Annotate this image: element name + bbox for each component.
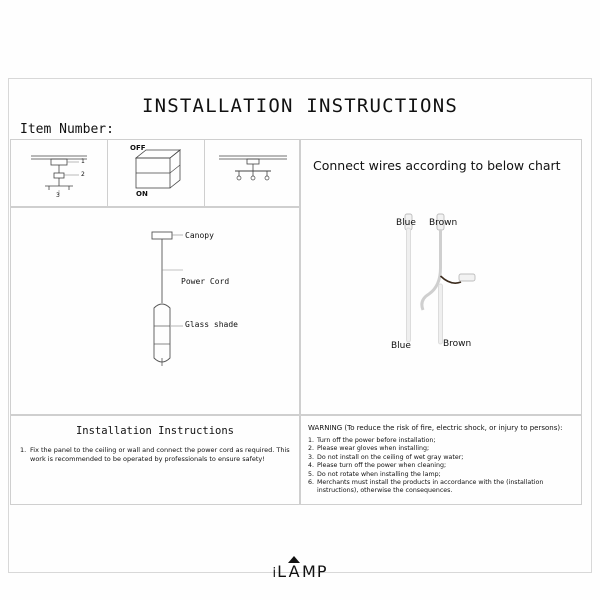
list-item-text: Please wear gloves when installing;	[317, 445, 430, 453]
thumbnail-strip	[10, 139, 300, 207]
callout-1-label: 1	[81, 158, 85, 165]
thumbnail-parts-diagram	[11, 140, 108, 206]
switch-off-label: OFF	[130, 144, 146, 152]
power-cord-label: Power Cord	[181, 277, 230, 286]
wiring-brown-bottom-label: Brown	[443, 339, 472, 349]
warning-list	[308, 437, 580, 496]
brand-logo	[273, 562, 328, 581]
installation-instructions-list	[20, 446, 292, 464]
footer	[0, 562, 600, 581]
brand-logo-l: L	[277, 562, 288, 581]
switch-on-label: ON	[136, 190, 148, 198]
switch-diagram-drawing	[108, 140, 204, 206]
list-item-text: Fix the panel to the ceiling or wall and connect the power cord as required. This work is recommended to be operated by professionals to ensure safety!	[30, 446, 290, 463]
list-item	[308, 462, 580, 470]
list-item-text: Do not install on the ceiling of wet gray water;	[317, 453, 464, 461]
list-item	[308, 454, 580, 462]
wiring-brown-top-label: Brown	[429, 218, 458, 228]
list-item	[308, 479, 580, 496]
list-item-text: Please turn off the power when cleaning;	[317, 462, 447, 470]
list-item-number: 5.	[308, 470, 315, 478]
list-item	[308, 471, 580, 479]
lamp-drawing	[11, 208, 299, 414]
wiring-blue-top-label: Blue	[396, 218, 416, 228]
list-item	[308, 437, 580, 445]
list-item-text: Do not rotate when installing the lamp;	[317, 470, 441, 478]
ceiling-mount-drawing	[205, 140, 301, 206]
wiring-panel	[300, 139, 582, 415]
thumbnail-switch-diagram	[108, 140, 205, 206]
list-item-number: 2.	[308, 445, 315, 453]
warning-panel	[300, 415, 582, 505]
callout-2-label: 2	[81, 171, 85, 178]
canopy-label: Canopy	[185, 231, 214, 240]
list-item-number: 3.	[308, 453, 315, 461]
installation-instructions-title: Installation Instructions	[75, 425, 235, 437]
installation-instructions-panel	[10, 415, 300, 505]
thumbnail-ceiling-mount-diagram	[205, 140, 301, 206]
lamp-shade-icon	[288, 556, 300, 563]
brand-logo-mp: MP	[302, 562, 328, 581]
list-item-number: 4.	[308, 462, 315, 470]
callout-3-label: 3	[56, 192, 60, 199]
lamp-illustration-panel	[10, 207, 300, 415]
list-item	[308, 445, 580, 453]
list-item	[20, 446, 292, 464]
warning-title: WARNING (To reduce the risk of fire, electric shock, or injury to persons):	[308, 424, 563, 432]
list-item-number: 6.	[308, 479, 315, 487]
item-number-label: Item Number:	[20, 122, 114, 137]
brand-logo-a	[287, 562, 302, 581]
page-title: INSTALLATION INSTRUCTIONS	[142, 95, 458, 117]
list-item-text: Merchants must install the products in accordance with the (installation instructions), otherwise the consequences.	[317, 479, 544, 495]
brand-logo-i: i	[272, 566, 278, 581]
wiring-blue-bottom-label: Blue	[391, 341, 411, 351]
list-item-text: Turn off the power before installation;	[317, 437, 436, 444]
list-item-number: 1.	[308, 437, 315, 444]
wiring-heading: Connect wires according to below chart	[313, 158, 561, 173]
brand-logo-a-letter: A	[288, 562, 301, 581]
glass-shade-label: Glass shade	[185, 320, 238, 329]
list-item-number: 1.	[20, 446, 27, 454]
